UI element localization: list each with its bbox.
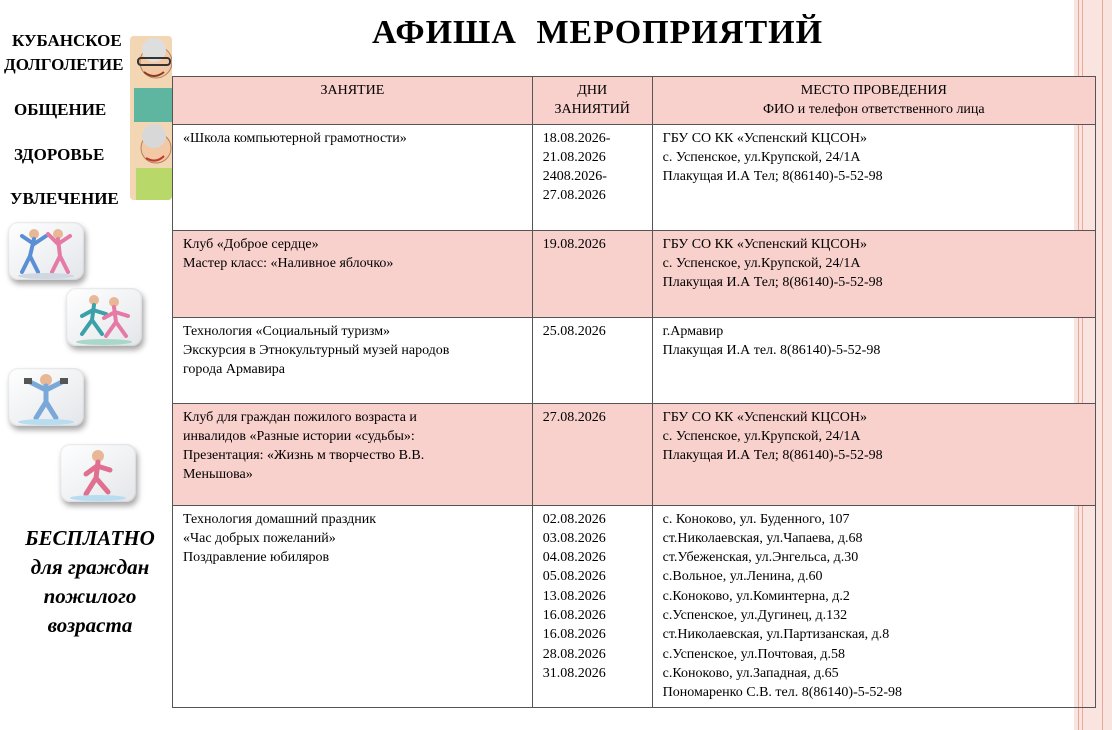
header-place: МЕСТО ПРОВЕДЕНИЯ ФИО и телефон ответственного лица [652,77,1095,125]
table-row [173,124,1096,230]
place-cell: ГБУ СО КК «Успенский КЦСОН» с. Успенское, ул.Крупской, 24/1А Плакущая И.А Тел; 8(86140)-5-52-98 [652,403,1095,505]
side-label-kuban: КУБАНСКОЕ [12,31,122,50]
place-cell: г.Армавир Плакущая И.А тел. 8(86140)-5-52-98 [652,317,1095,403]
table-header-row [173,77,1096,125]
activity-cell: Клуб для граждан пожилого возраста и инвалидов «Разные истории «судьбы»: Презентация: «Жизнь м творчество В.В. Меньшова» [173,403,533,505]
place-cell: ГБУ СО КК «Успенский КЦСОН» с. Успенское, ул.Крупской, 24/1А Плакущая И.А Тел; 8(86140)-5-52-98 [652,124,1095,230]
days-cell: 25.08.2026 [532,317,652,403]
activity-cell: Технология «Социальный туризм» Экскурсия в Этнокультурный музей народов города Армавира [173,317,533,403]
events-table [172,76,1096,708]
table-row [173,317,1096,403]
side-label-health: ЗДОРОВЬЕ [14,145,105,164]
header-activity: ЗАНЯТИЕ [173,77,533,125]
days-cell: 18.08.2026- 21.08.2026 2408.2026- 27.08.2026 [532,124,652,230]
days-cell: 19.08.2026 [532,230,652,317]
exercise-senior-tile [8,368,84,426]
table-row [173,505,1096,707]
side-label-longevity: ДОЛГОЛЕТИЕ [4,55,124,74]
page-title: АФИША МЕРОПРИЯТИЙ [372,14,824,51]
activity-cell: Клуб «Доброе сердце» Мастер класс: «Наливное яблочко» [173,230,533,317]
free-line-1: БЕСПЛАТНО [25,526,155,550]
place-cell: ГБУ СО КК «Успенский КЦСОН» с. Успенское, ул.Крупской, 24/1А Плакущая И.А Тел; 8(86140)-5-52-98 [652,230,1095,317]
days-cell: 02.08.2026 03.08.2026 04.08.2026 05.08.2026 13.08.2026 16.08.2026 16.08.2026 28.08.2026 31.08.2026 [532,505,652,707]
place-cell: с. Коноково, ул. Буденного, 107 ст.Николаевская, ул.Чапаева, д.68 ст.Убеженская, ул.Энгельса, д.30 с.Вольное, ул.Ленина, д.60 с.Коноково, ул.Коминтерна, д.2 с.Успенское, ул.Дугинец, д.132 ст.Николаевская, ул.Партизанская, д.8 с.Успенское, ул.Почтовая, д.58 с.Коноково, ул.Западная, д.65 Пономаренко С.В. тел. 8(86140)-5-52-98 [652,505,1095,707]
activity-cell: «Школа компьютерной грамотности» [173,124,533,230]
free-line-4: возраста [47,613,133,637]
days-cell: 27.08.2026 [532,403,652,505]
free-line-3: пожилого [43,584,137,608]
dancing-seniors-tile [8,222,84,280]
table-row [173,403,1096,505]
free-line-2: для граждан [30,555,150,579]
free-for-seniors-note [10,524,170,640]
activity-cell: Технология домашний праздник «Час добрых пожеланий» Поздравление юбиляров [173,505,533,707]
elderly-people-illustration [130,36,172,200]
side-label-communication: ОБЩЕНИЕ [14,100,107,119]
side-label-hobby: УВЛЕЧЕНИЕ [10,189,119,208]
jogging-seniors-tile [66,288,142,346]
table-row [173,230,1096,317]
header-days: ДНИ ЗАНИЯТИЙ [532,77,652,125]
walking-senior-tile [60,444,136,502]
